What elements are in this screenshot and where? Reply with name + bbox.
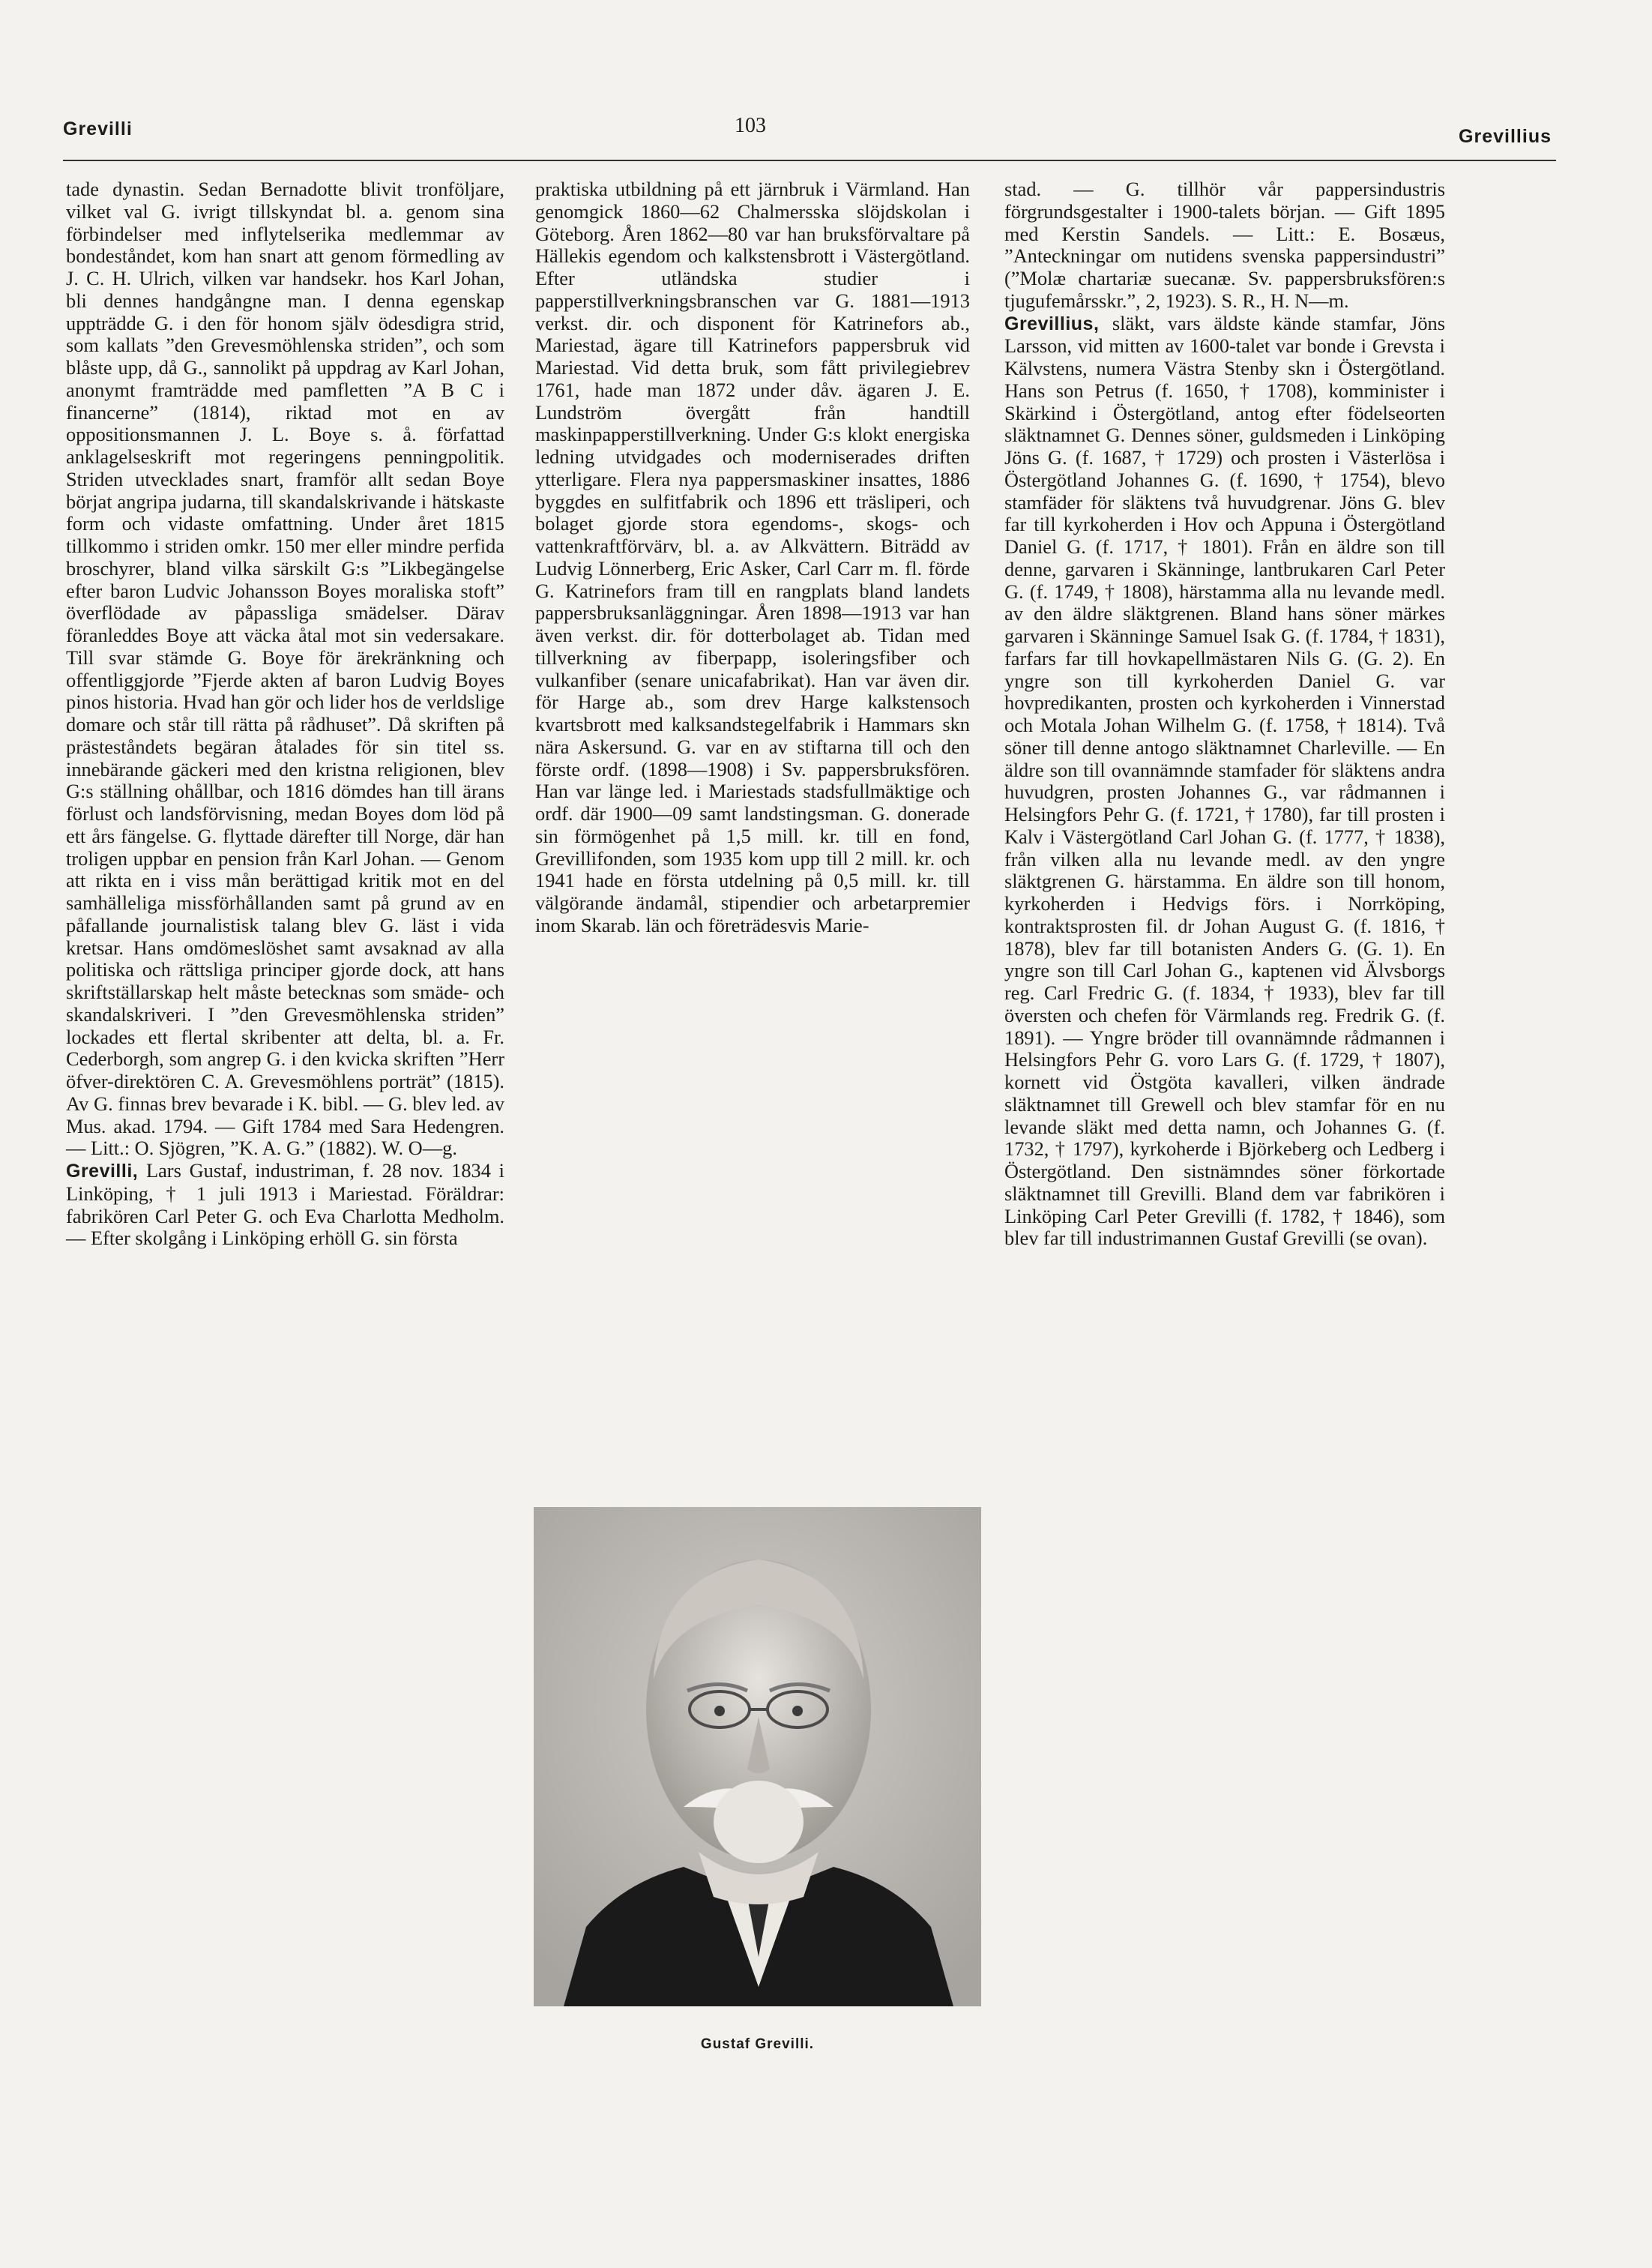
entry-headword: Grevillius, <box>1004 313 1100 334</box>
portrait-photo <box>534 1507 981 2006</box>
running-header <box>63 114 1552 151</box>
portrait-illustration <box>534 1507 981 2006</box>
paragraph: stad. — G. tillhör vår pappersindustris förgrundsgestalter i 1900-talets början. — Gift 1895 med Kerstin Sandels. — Litt.: E. Bosæus, ”Anteckningar om nutidens svenska pappersindustri” (”Molæ chartariæ suecanæ. Sv. pappersbruksfören:s tjugufemårsskr.”, 2, 1923). S. R., H. N—m. <box>1004 178 1445 312</box>
page-number: 103 <box>735 114 766 137</box>
author-signature: W. O—g. <box>382 1137 457 1160</box>
header-right-catchword: Grevillius <box>1459 126 1552 147</box>
entry-headword: Grevilli, <box>66 1161 139 1182</box>
entry-paragraph: Grevilli, Lars Gustaf, industriman, f. 28 nov. 1834 i Linköping, † 1 juli 1913 i Mariestad. Föräldrar: fabrikören Carl Peter G. och Eva Charlotta Medholm. — Efter skolgång i Linköping erhöll G. sin första <box>66 1159 504 1250</box>
header-left-catchword: Grevilli <box>63 118 133 139</box>
text-column-1 <box>66 178 504 1250</box>
figure-caption: Gustaf Grevilli. <box>700 2036 815 2052</box>
author-signature: S. R., H. N—m. <box>1221 289 1349 312</box>
text-column-3 <box>1004 178 1445 1250</box>
header-rule <box>63 160 1556 161</box>
paragraph: tade dynastin. Sedan Bernadotte blivit tronföljare, vilket val G. ivrigt tillskyndat bl. a. genom sina förbindelser med inflytelserika medlemmar av bondeståndet, kom han snart att genom förmedling av J. C. H. Ulrich, vilken var handsekr. hos Karl Johan, bli dennes handgångne man. I denna egenskap uppträdde G. i den för honom själv ödesdigra strid, som kallats ”den Grevesmöhlenska striden”, och som blåste upp, då G., sannolikt på uppdrag av Karl Johan, anonymt framträdde med pamfletten ”A B C i financerne” (1814), riktad mot en av oppositionsmannen J. L. Boye s. å. författad anklagelseskrift mot regeringens penningpolitik. Striden utvecklades snart, framför allt sedan Boye börjat angripa judarna, till skandalskrivande i hätskaste form och vidaste omfattning. Under året 1815 tillkommo i striden omkr. 150 mer eller mindre perfida broschyrer, bland vilka särskilt G:s ”Likbegängelse efter baron Ludvic Johansson Boyes moraliska stoft” överflödade av påpassliga smädelser. Därav föranleddes Boye att väcka åtal mot sin vedersakare. Till svar stämde G. Boye för ärekränkning och offentliggjorde ”Fjerde akten af baron Ludvig Boyes pinos historia. Hvad han gör och lider hos de verldslige domare och står till rätta på rådhuset”. Då skriften på prästeståndets begäran åtalades för sin titel ss. innebärande gäckeri med den kristna religionen, blev G:s ställning ohållbar, och 1816 dömdes han till ärans förlust och landsförvisning, medan Boyes dom löd på ett års fängelse. G. flyttade därefter till Norge, där han troligen uppbar en pension från Karl Johan. — Genom att rikta en i viss mån berättigad kritik mot en del samhälleliga missförhållanden samt på grund av en påfallande journalistisk talang blev G. läst i vida kretsar. Hans omdömeslöshet samt avsaknad av alla politiska och rättsliga principer gjorde dock, att hans skriftställarskap helt måste betecknas som smäde- och skandalskriveri. I ”den Grevesmöhlenska striden” lockades ett flertal skribenter att delta, bl. a. Fr. Cederborgh, som angrep G. i den kvicka skriften ”Herr öfver-direktören C. A. Grevesmöhlens porträt” (1815). Av G. finnas brev bevarade i K. bibl. — G. blev led. av Mus. akad. 1794. — Gift 1784 med Sara Hedengren. — Litt.: O. Sjögren, ”K. A. G.” (1882). W. O—g. <box>66 178 504 1160</box>
entry-paragraph: Grevillius, släkt, vars äldste kände stamfar, Jöns Larsson, vid mitten av 1600-talet var bonde i Grevsta i Kälvstens, numera Västra Stenby skn i Östergötland. Hans son Petrus (f. 1650, † 1708), komminister i Skärkind i Östergötland, antog efter födelseorten släktnamnet G. Dennes söner, guldsmeden i Linköping Jöns G. (f. 1687, † 1729) och prosten i Västerlösa i Östergötland Johannes G. (f. 1690, † 1754), blevo stamfäder för släktens två huvudgrenar. Jöns G. blev far till kyrkoherden i Hov och Appuna i Östergötland Daniel G. (f. 1717, † 1801). Från en äldre son till denne, garvaren i Skänninge, lantbrukaren Carl Peter G. (f. 1749, † 1808), härstamma alla nu levande medl. av den äldre släktgrenen. Bland hans söner märkes garvaren i Skänninge Samuel Isak G. (f. 1784, † 1831), farfars far till hovkapellmästaren Nils G. (G. 2). En yngre son till kyrkoherden Daniel G. var hovpredikanten, prosten och kyrkoherden i Vinnerstad och Motala Johan Wilhelm G. (f. 1758, † 1814). Två söner till denne antogo släktnamnet Charleville. — En äldre son till ovannämnde stamfader för släktens andra huvudgren, prosten Johannes G., var rådmannen i Helsingfors Pehr G. (f. 1721, † 1780), far till prosten i Kalv i Västergötland Carl Johan G. (f. 1777, † 1838), från vilken alla nu levande medl. av den yngre släktgrenen G. härstamma. En äldre son till honom, kyrkoherden i Hedvigs förs. i Norrköping, kontraktsprosten fil. dr Johan August G. (f. 1816, † 1878), blev far till botanisten Anders G. (G. 1). En yngre son till Carl Johan G., kaptenen vid Älvsborgs reg. Carl Fredric G. (f. 1834, † 1933), blev far till översten och chefen för Värmlands reg. Fredrik G. (f. 1891). — Yngre bröder till ovannämnde rådmannen i Helsingfors Pehr G. voro Lars G. (f. 1729, † 1807), kornett vid Östgöta kavalleri, vilken ändrade släktnamnet till Grewell och blev stamfar för en nu levande släkt med detta namn, och Johannes G. (f. 1732, † 1797), kyrkoherde i Björkeberg och Ledberg i Östergötland. Den sistnämndes söner förkortade släktnamnet till Grevilli. Bland dem var fabrikören i Linköping Carl Peter Grevilli (f. 1782, † 1846), som blev far till industrimannen Gustaf Grevilli (se ovan). <box>1004 311 1445 1250</box>
text-column-2 <box>535 178 970 937</box>
paragraph: praktiska utbildning på ett järnbruk i Värmland. Han genomgick 1860—62 Chalmersska slöjdskolan i Göteborg. Åren 1862—80 var han bruksförvaltare på Hällekis egendom och kalkstensbrott i Västergötland. Efter utländska studier i papperstillverkningsbranschen var G. 1881—1913 verkst. dir. och disponent för Katrinefors ab., Mariestad, ägare till Katrinefors pappersbruk vid Mariestad. Vid detta bruk, som fått privilegiebrev 1761, hade man 1872 under dåv. ägaren J. E. Lundström övergått från handtill maskinpapperstillverkning. Under G:s klokt energiska ledning utvidgades och moderniserades driften ytterligare. Flera nya pappersmaskiner insattes, 1886 byggdes en sulfitfabrik och 1896 ett träsliperi, och bolaget gjorde stora egendoms-, skogs- och vattenkraftförvärv, bl. a. av Alkvättern. Biträdd av Ludvig Lönnerberg, Eric Asker, Carl Carr m. fl. förde G. Katrinefors fram till en rangplats bland landets pappersbruksanläggningar. Åren 1898—1913 var han även verkst. dir. för dotterbolaget ab. Tidan med tillverkning av fiberpapp, isoleringsfiber och vulkanfiber (senare unicafabrikat). Han var även dir. för Harge ab., som drev Harge kalkstensoch kvartsbrott med kalksandstegelfabrik i Hammars skn nära Askersund. G. var en av stiftarna till och den förste ordf. (1898—1908) i Sv. pappersbruksfören. Han var länge led. i Mariestads stadsfullmäktige och ordf. där 1900—09 samt landstingsman. G. donerade sin förmögenhet på 1,5 mill. kr. till en fond, Grevillifonden, som 1935 kom upp till 2 mill. kr. och 1941 hade en första utdelning på 0,5 mill. kr. till välgörande ändamål, stipendier och arbetarpremier inom Skarab. län och företrädesvis Marie- <box>535 178 970 936</box>
